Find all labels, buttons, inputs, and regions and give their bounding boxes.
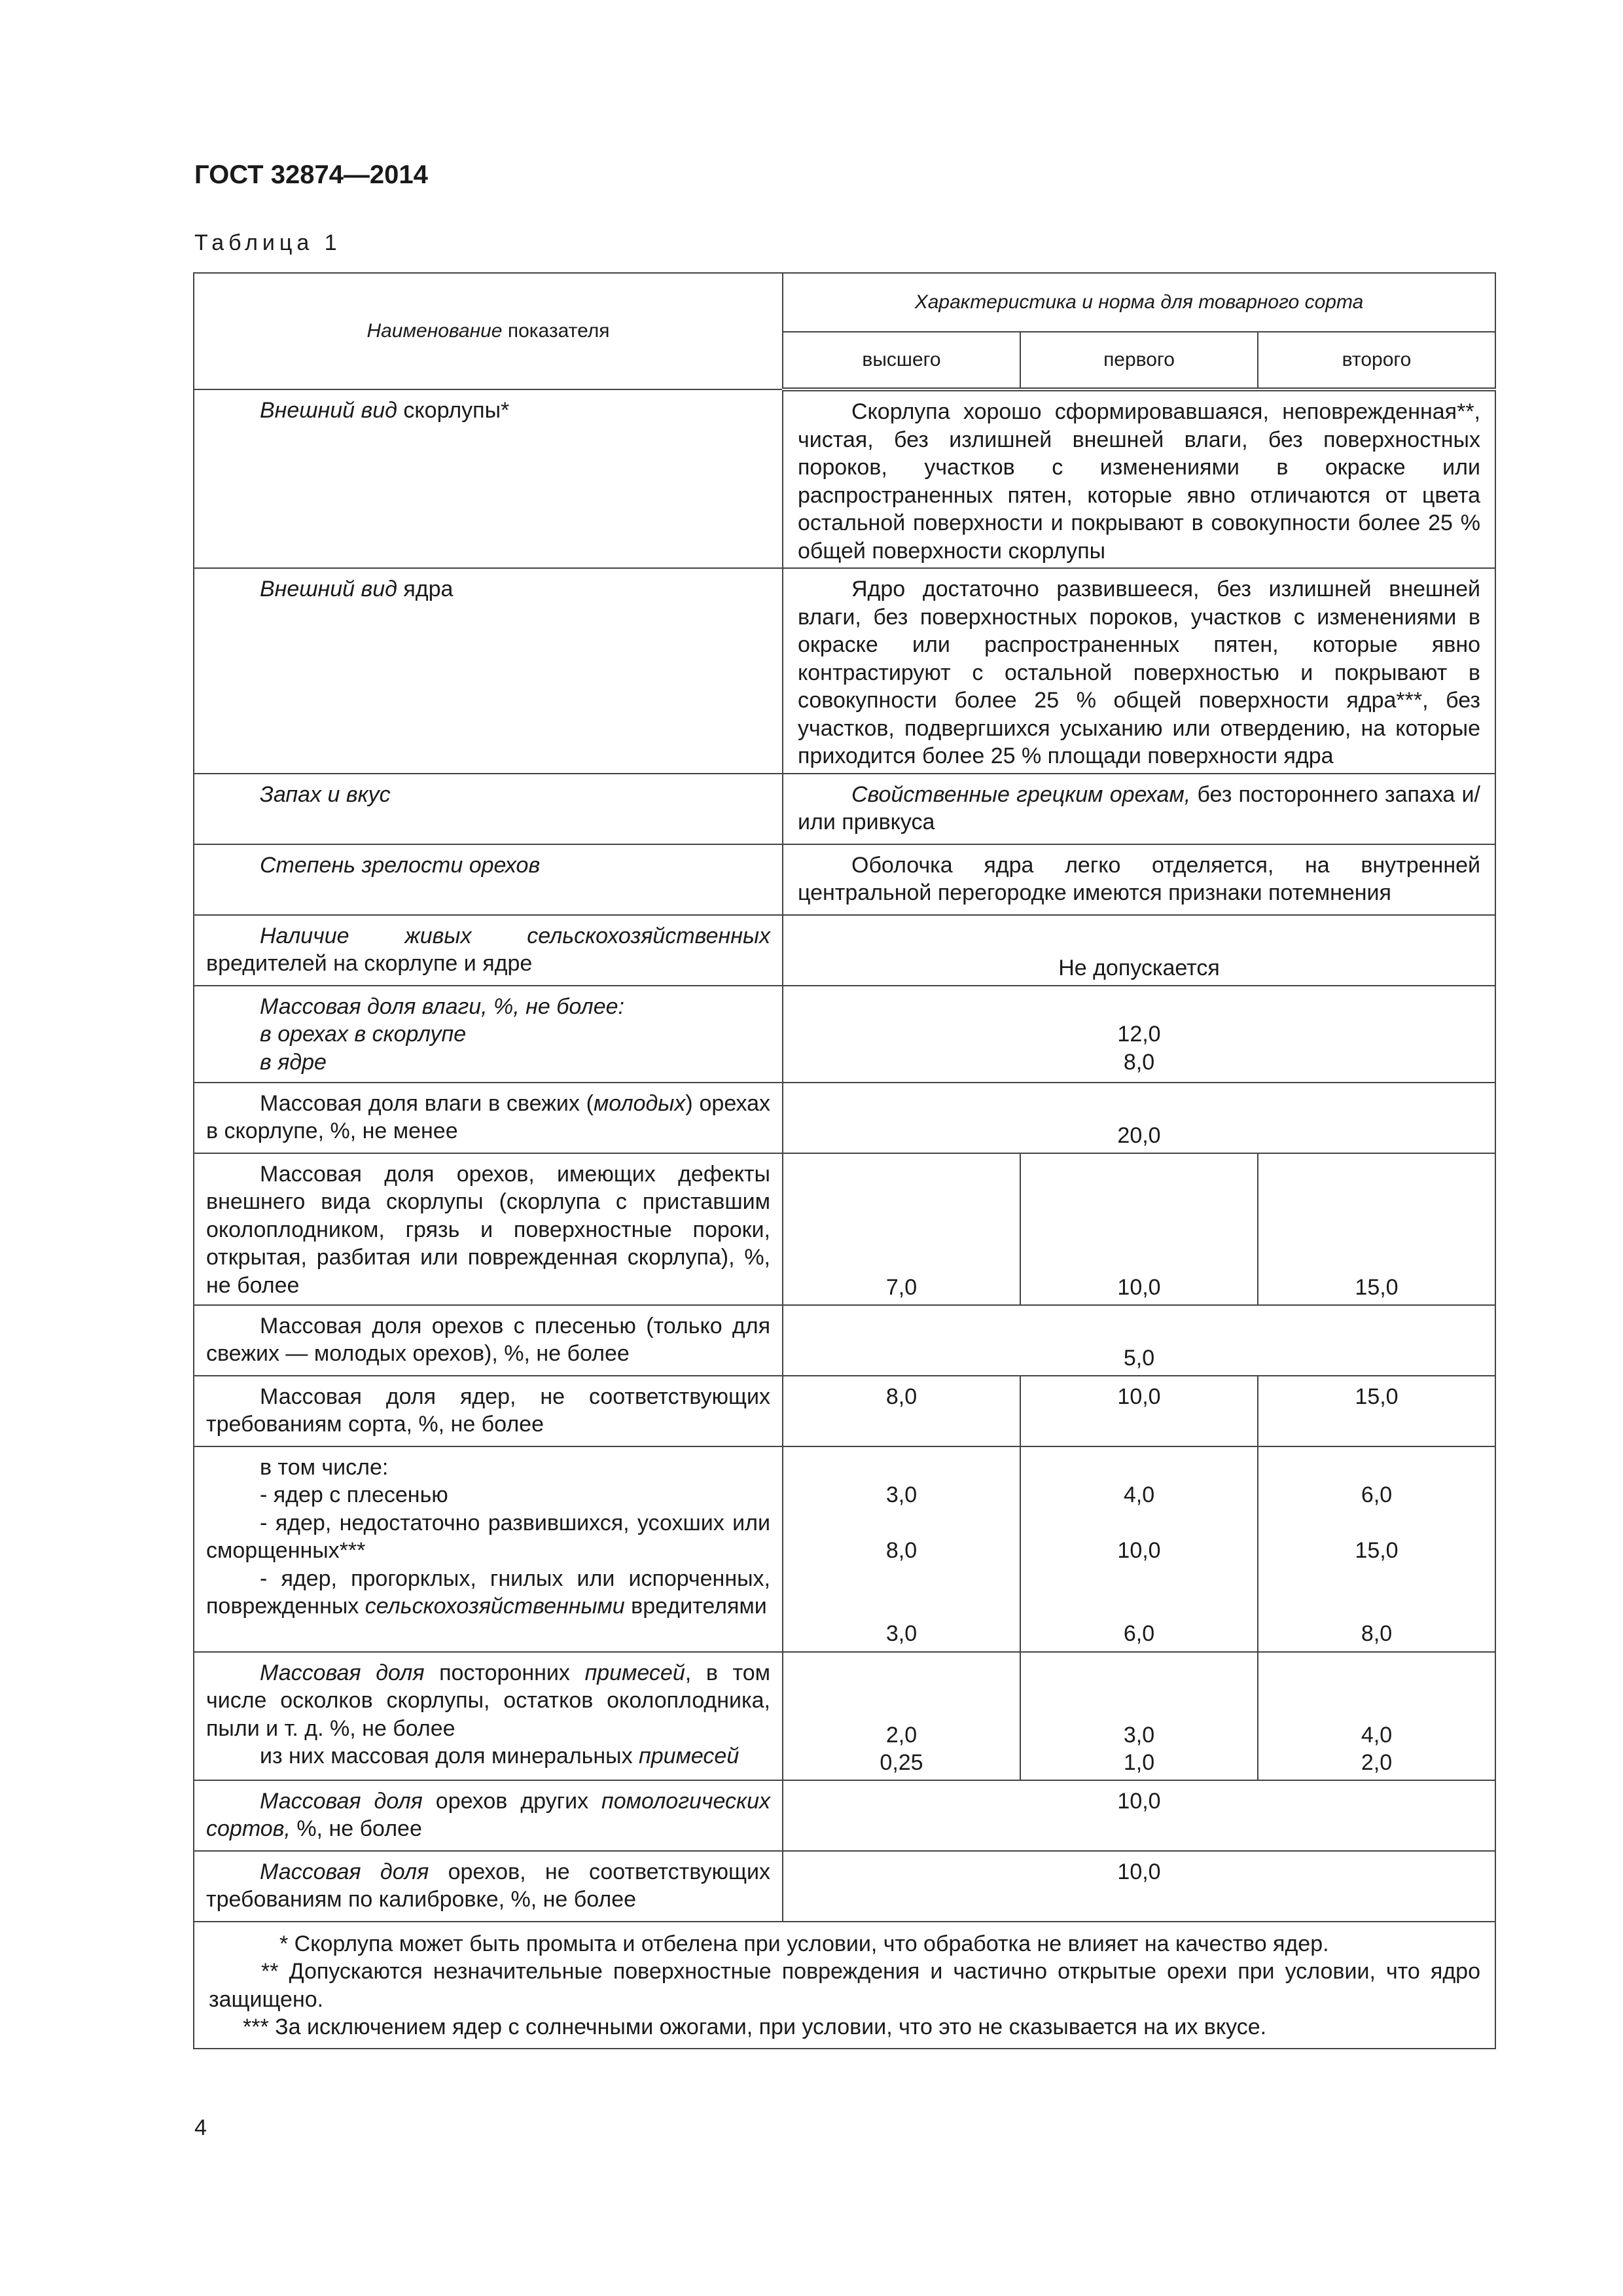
value-second: 15,0 (1258, 1153, 1495, 1305)
row-including (194, 1446, 1495, 1652)
value-first: 4,0 10,0 6,0 (1020, 1446, 1258, 1652)
row-value: Оболочка ядра легко отделяется, на внутренней центральной перегородке имеются признаки потемнения (783, 844, 1495, 915)
row-name: Наличие живых сельскохозяйственных вредителей на скорлупе и ядре (194, 915, 783, 986)
value-second: 6,0 15,0 8,0 (1258, 1446, 1495, 1652)
row-name: Массовая доля влаги в свежих (молодых) орехах в скорлупе, %, не менее (194, 1083, 783, 1153)
value-highest: 8,0 (783, 1376, 1020, 1446)
page-number: 4 (194, 2115, 207, 2140)
row-name: Массовая доля ядер, не соответствующих требованиям сорта, %, не более (194, 1376, 783, 1446)
row-pomological (194, 1780, 1495, 1851)
row-maturity (194, 844, 1495, 915)
row-moisture-fresh (194, 1083, 1495, 1153)
row-name: Массовая доля влаги, %, не более: в орехах в скорлупе в ядре (194, 986, 783, 1083)
footnote-2: ** Допускаются незначительные поверхностные повреждения и частично открытые орехи при условии, что ядро защищено. (209, 1959, 1480, 2012)
row-value: 5,0 (783, 1305, 1495, 1376)
row-moisture (194, 986, 1495, 1083)
quality-table (193, 272, 1496, 2049)
value-first: 10,0 (1020, 1153, 1258, 1305)
row-kernel-appearance (194, 568, 1495, 774)
footnotes-row (194, 1922, 1495, 2049)
value-highest: 2,0 0,25 (783, 1652, 1020, 1780)
row-name: Массовая доля посторонних примесей, в том числе осколков скорлупы, остатков околоплодника, пыли и т. д. %, не более из них массовая доля минеральных примесей (194, 1652, 783, 1780)
header-grade-highest: высшего (783, 332, 1020, 389)
row-name: Степень зрелости орехов (194, 844, 783, 915)
row-name: Внешний вид ядра (194, 568, 783, 774)
header-characteristic-group: Характеристика и норма для товарного сорта (783, 273, 1495, 332)
row-value: 20,0 (783, 1083, 1495, 1153)
row-value: Скорлупа хорошо сформировавшаяся, неповрежденная**, чистая, без излишней внешней влаги, без поверхностных пороков, участков с изменениями в окраске или распространенных пятен, которые явно отличаются от цвета остальной поверхности и покрывают в совокупности более 25 % общей поверхности скорлупы (783, 389, 1495, 568)
value-first: 3,0 1,0 (1020, 1652, 1258, 1780)
value-highest: 7,0 (783, 1153, 1020, 1305)
row-value: 12,0 8,0 (783, 986, 1495, 1083)
row-name: Массовая доля орехов других помологических сортов, %, не более (194, 1780, 783, 1851)
header-grade-first: первого (1020, 332, 1258, 389)
row-kernels-nonconforming (194, 1376, 1495, 1446)
row-value: 10,0 (783, 1851, 1495, 1922)
row-pests (194, 915, 1495, 986)
document-code: ГОСТ 32874—2014 (194, 160, 428, 189)
header-grade-second: второго (1258, 332, 1495, 389)
row-value: 10,0 (783, 1780, 1495, 1851)
row-name: Массовая доля орехов, не соответствующих требованиям по калибровке, %, не более (194, 1851, 783, 1922)
row-mold (194, 1305, 1495, 1376)
row-value: Ядро достаточно развившееся, без излишней внешней влаги, без поверхностных пороков, участков с изменениями в окраске или распространенных пятен, которые явно контрастируют с остальной поверхностью и покрывают в совокупности более 25 % общей поверхности ядра***, без участков, подвергшихся усыханию или отвердению, на которые приходится более 25 % площади поверхности ядра (783, 568, 1495, 774)
value-second: 15,0 (1258, 1376, 1495, 1446)
footnotes (194, 1922, 1495, 2049)
row-name: Массовая доля орехов с плесенью (только для свежих — молодых орехов), %, не более (194, 1305, 783, 1376)
value-first: 10,0 (1020, 1376, 1258, 1446)
row-shell-defects (194, 1153, 1495, 1305)
row-shell-appearance (194, 389, 1495, 568)
row-calibration (194, 1851, 1495, 1922)
footnote-1: * Скорлупа может быть промыта и отбелена при условии, что обработка не влияет на качество ядер. (279, 1931, 1329, 1956)
row-name: Массовая доля орехов, имеющих дефекты внешнего вида скорлупы (скорлупа с приставшим околоплодником, грязь и поверхностные пороки, открытая, разбитая или поврежденная скорлупа), %, не более (194, 1153, 783, 1305)
table-caption: Таблица 1 (194, 230, 342, 255)
value-highest: 3,0 8,0 3,0 (783, 1446, 1020, 1652)
row-name: Внешний вид скорлупы* (194, 389, 783, 568)
row-impurities (194, 1652, 1495, 1780)
footnote-3: *** За исключением ядер с солнечными ожогами, при условии, что это не сказывается на их вкусе. (243, 2015, 1267, 2039)
row-name: в том числе: - ядер с плесенью - ядер, недостаточно развившихся, усохших или сморщенных*** - ядер, прогорклых, гнилых или испорченных, поврежденных сельскохозяйственными вредителями (194, 1446, 783, 1652)
header-indicator-name: Наименование показателя (194, 273, 783, 389)
row-value: Свойственные грецким орехам, без постороннего запаха и/или привкуса (783, 774, 1495, 844)
row-smell-taste (194, 774, 1495, 844)
value-second: 4,0 2,0 (1258, 1652, 1495, 1780)
row-value: Не допускается (783, 915, 1495, 986)
row-name: Запах и вкус (194, 774, 783, 844)
